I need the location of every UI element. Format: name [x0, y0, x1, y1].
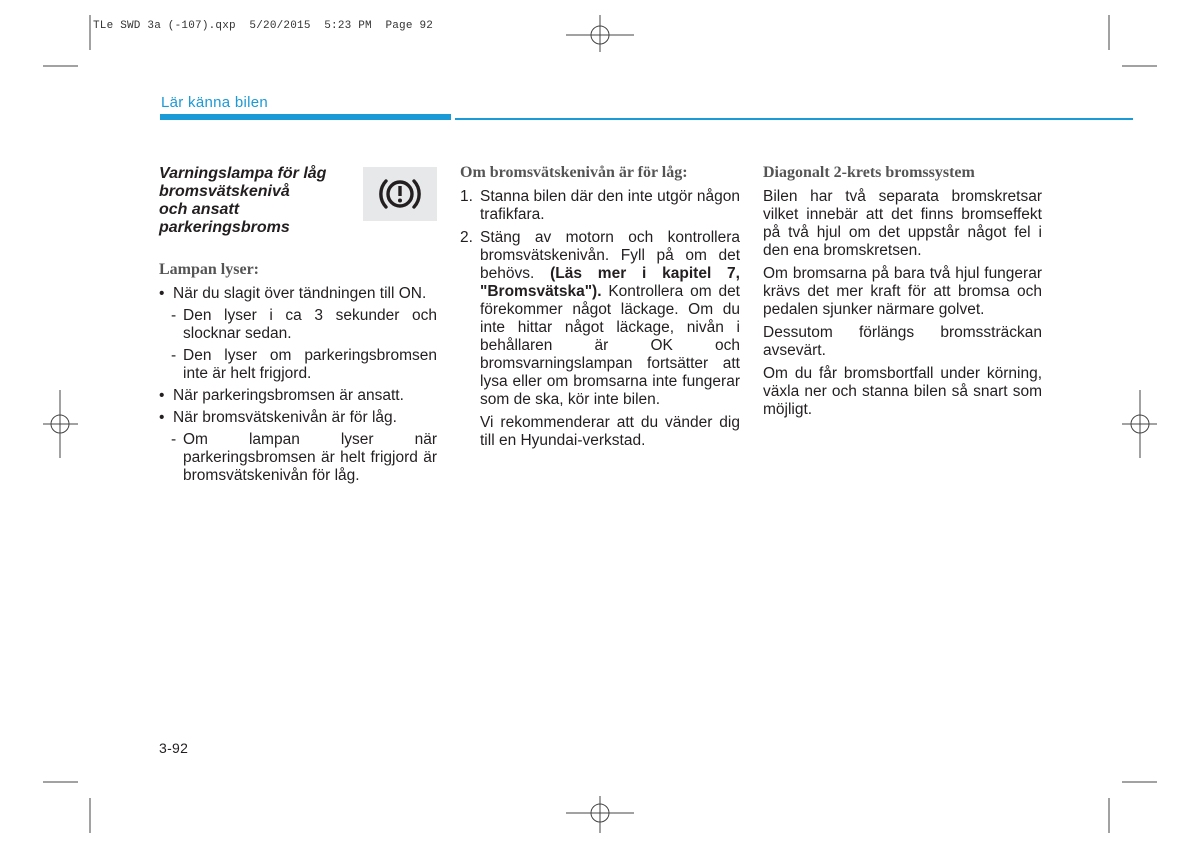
brake-warning-icon-box	[363, 167, 437, 221]
paragraph: Dessutom förlängs bromssträckan avsevärt.	[763, 324, 1042, 359]
list-item: • När du slagit över tändningen till ON.	[159, 285, 427, 302]
column-warning-lamp	[159, 165, 437, 489]
column-low-brake-fluid	[460, 165, 740, 455]
list-item: - Den lyser om parkeringsbromsen inte är helt frigjord.	[171, 347, 437, 382]
list-item: • När parkeringsbromsen är ansatt.	[159, 387, 404, 404]
header-bar-thick	[160, 114, 451, 120]
lamp-heading: Lampan lyser:	[159, 261, 259, 278]
header-bar-thin	[455, 118, 1133, 120]
list-item: 2. Stäng av motorn och kontrollera bromsvätskenivån. Fyll på om det behövs. (Läs mer i kapitel 7, "Bromsvätska"). Kontrollera om det förekommer något läckage. Om du inte hittar något läckage, nivån i behållaren är OK och bromsvarningslampan fortsätter att lysa eller om bromsarna inte fungerar som de ska, kör inte bilen.	[460, 229, 740, 408]
paragraph: Om du får bromsbortfall under körning, växla ner och stanna bilen så snart som möjligt.	[763, 365, 1042, 418]
brake-system-heading: Diagonalt 2-krets bromssystem	[763, 164, 975, 181]
list-item: 1. Stanna bilen där den inte utgör någon trafikfara.	[460, 188, 740, 223]
page-number: 3-92	[159, 740, 189, 756]
low-fluid-heading: Om bromsvätskenivån är för låg:	[460, 164, 688, 181]
paragraph: Bilen har två separata bromskretsar vilket innebär att det finns bromseffekt på två hjul om det uppstår något fel i den ena bromskretsen.	[763, 188, 1042, 259]
list-item: - Om lampan lyser när parkeringsbromsen är helt frigjord är bromsvätskenivån för låg.	[171, 431, 437, 484]
print-slug: TLe SWD 3a (-107).qxp 5/20/2015 5:23 PM Page 92	[93, 20, 434, 32]
warning-lamp-title: Varningslampa för låg bromsvätskenivå och ansatt parkeringsbroms	[159, 165, 327, 236]
brake-warning-icon	[377, 172, 423, 216]
chapter-reference: (Läs mer i kapitel 7, "Bromsvätska").	[480, 265, 740, 300]
list-item: • När bromsvätskenivån är för låg.	[159, 409, 397, 426]
paragraph: Om bromsarna på bara två hjul fungerar krävs det mer kraft för att bromsa och pedalen sjunker närmare golvet.	[763, 265, 1042, 318]
list-item: - Den lyser i ca 3 sekunder och slocknar sedan.	[171, 307, 437, 342]
section-title: Lär känna bilen	[161, 94, 269, 111]
workshop-note: Vi rekommenderar att du vänder dig till en Hyundai-verkstad.	[480, 414, 740, 449]
column-brake-system	[763, 165, 1042, 424]
